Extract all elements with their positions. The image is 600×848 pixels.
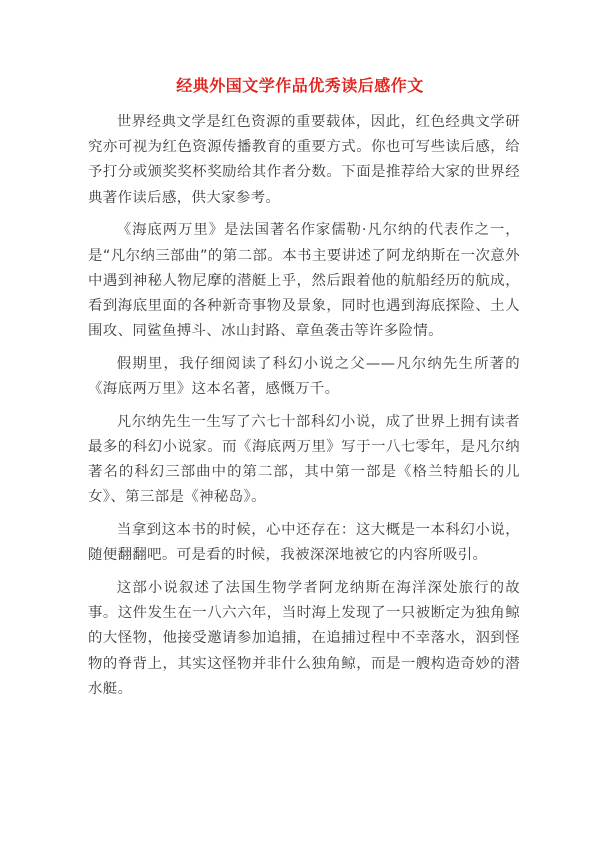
paragraph-reading-note: 假期里，我仔细阅读了科幻小说之父——凡尔纳先生所著的《海底两万里》这本名著，感慨万千。: [88, 355, 520, 398]
paragraph-book-summary: 《海底两万里》是法国著名作家儒勒·凡尔纳的代表作之一，是“凡尔纳三部曲”的第二部。本书主要讲述了阿龙纳斯在一次意外中遇到神秘人物尼摩的潜艇上乎，然后跟着他的航船经历的航成，看到海底里面的各种新奇事物及景象，同时也遇到海底探险、土人围攻、同鲨鱼搏斗、冰山封路、章鱼袭击等许多险情。: [88, 222, 520, 340]
paragraph-author-background: 凡尔纳先生一生写了六七十部科幻小说，成了世界上拥有读者最多的科幻小说家。而《海底两万里》写于一八七零年，是凡尔纳著名的科幻三部曲中的第二部，其中第一部是《格兰特船长的儿女》、第三部是《神秘岛》。: [88, 413, 520, 506]
document-body: [88, 110, 520, 709]
paragraph-intro: 世界经典文学是红色资源的重要载体，因此，红色经典文学研究亦可视为红色资源传播教育的重要方式。你也可写些读后感，给予打分或颁奖奖杯奖励给其作者分数。下面是推荐给大家的世界经典著作读后感，供大家参考。: [88, 114, 520, 206]
paragraph-first-impression: 当拿到这本书的时候，心中还存在：这大概是一本科幻小说，随便翻翻吧。可是看的时候，我被深深地被它的内容所吸引。: [88, 522, 520, 564]
document-title: 经典外国文学作品优秀读后感作文: [176, 76, 424, 95]
paragraph-plot: 这部小说叙述了法国生物学者阿龙纳斯在海洋深处旅行的故事。这件发生在一八六六年，当时海上发现了一只被断定为独角鲸的大怪物，他接受邀请参加追捕，在追捕过程中不幸落水，泅到怪物的脊背上，其实这怪物并非什么独角鲸，而是一艘构造奇妙的潜水艇。: [88, 579, 520, 697]
